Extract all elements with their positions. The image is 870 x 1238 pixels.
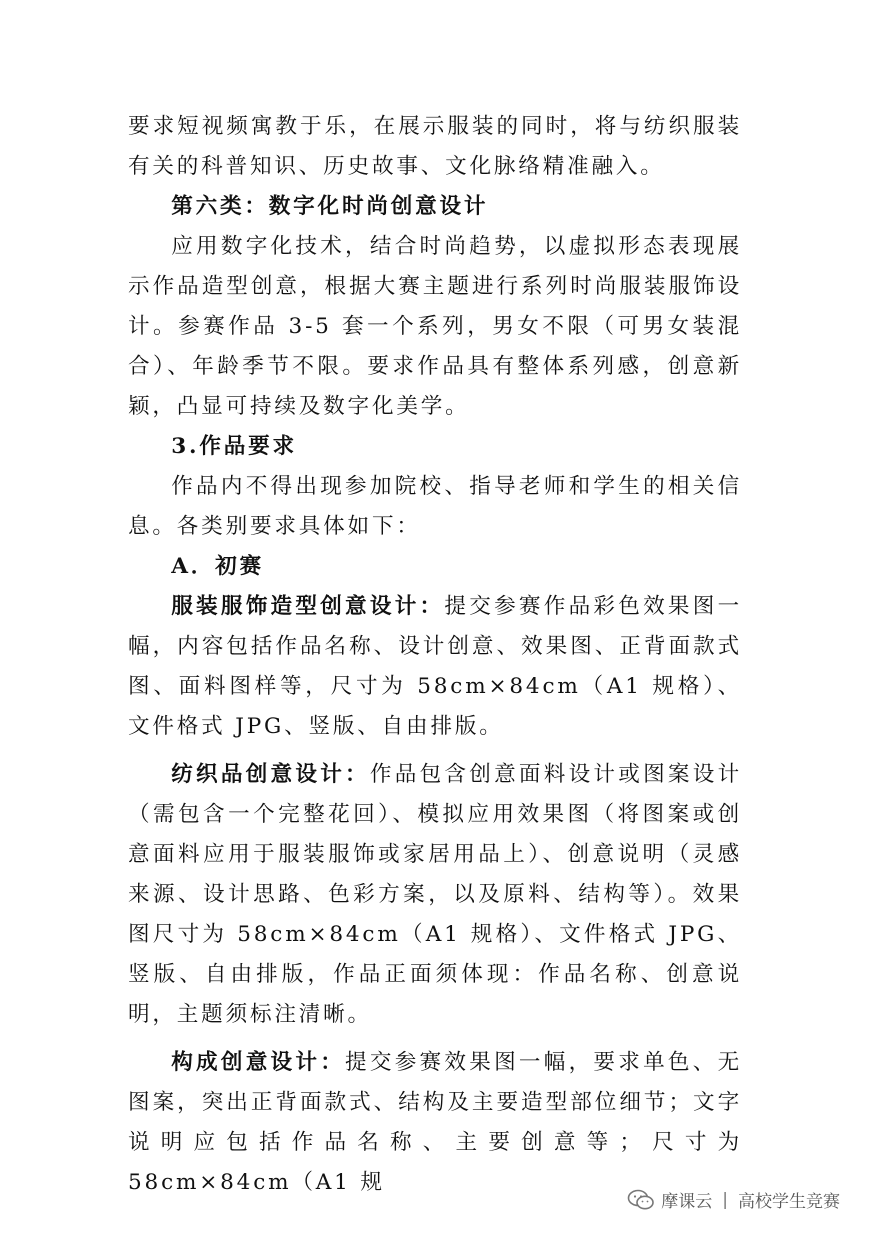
item1-body: 提交参赛作品彩色效果图一幅，内容包括作品名称、设计创意、效果图、正背面款式图、面料图样等，尺寸为 58cm×84cm（A1 规格）、文件格式 JPG、竖版、自由排版。 [128,594,742,739]
subsection-a-heading: A．初赛 [171,554,264,579]
item2-body: 作品包含创意面料设计或图案设计（需包含一个完整花回）、模拟应用效果图（将图案或创意面料应用于服装服饰或家居用品上）、创意说明（灵感来源、设计思路、色彩方案，以及原料、结构等）。效果图尺寸为 58cm×84cm（A1 规格）、文件格式 JPG、竖版、自由排版，作品正面须体现：作品名称、创意说明，主题须标注清晰。 [128,762,742,1027]
section3-heading: 3.作品要求 [171,434,297,459]
watermark-channel: 高校学生竞赛 [738,1192,840,1212]
item3-paragraph [128,1043,742,1203]
item2-paragraph [128,755,742,1035]
wechat-icon [627,1189,655,1211]
watermark-separator: | [722,1189,728,1210]
watermark-account: 摩课云 [661,1192,713,1212]
item2-label: 纺织品创意设计： [171,762,370,787]
category6-heading: 第六类：数字化时尚创意设计 [171,194,489,219]
category6-paragraph: 应用数字化技术，结合时尚趋势，以虚拟形态表现展示作品造型创意，根据大赛主题进行系列时尚服装服饰设计。参赛作品 3-5 套一个系列，男女不限（可男女装混合）、年龄季节不限。要求作品具有整体系列感，创意新颖，凸显可持续及数字化美学。 [128,234,742,419]
item3-label: 构成创意设计： [171,1050,346,1075]
intro-paragraph: 要求短视频寓教于乐，在展示服装的同时，将与纺织服装有关的科普知识、历史故事、文化脉络精准融入。 [128,114,742,179]
item1-label: 服装服饰造型创意设计： [171,594,445,619]
section3-paragraph: 作品内不得出现参加院校、指导老师和学生的相关信息。各类别要求具体如下： [128,474,742,539]
item3-body: 提交参赛效果图一幅，要求单色、无图案，突出正背面款式、结构及主要造型部位细节；文字说明应包括作品名称、主要创意等；尺寸为 58cm×84cm（A1 规 [128,1050,742,1195]
watermark [627,1187,840,1212]
document-body [128,107,742,1203]
item1-paragraph [128,587,742,747]
